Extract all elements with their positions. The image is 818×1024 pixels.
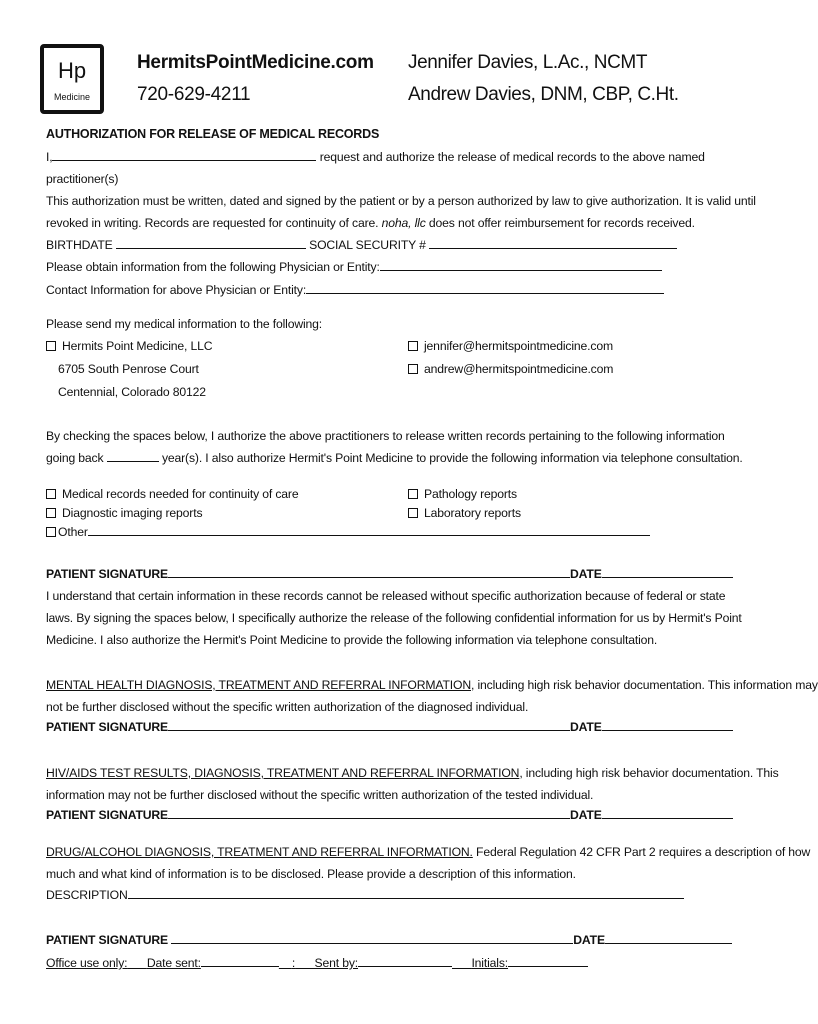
check-line-2a: going back <box>46 451 104 465</box>
description-field[interactable] <box>128 887 684 899</box>
date-label: DATE <box>570 720 602 734</box>
checkbox-imaging[interactable] <box>46 508 56 518</box>
send-label: Please send my medical information to the following: <box>46 317 323 331</box>
send-option-clinic <box>46 338 212 354</box>
obtain-line <box>46 259 662 275</box>
clinic-street: 6705 South Penrose Court <box>58 362 199 376</box>
date-sent-label: Date sent: <box>146 956 201 970</box>
hp-medicine-logo <box>40 44 104 114</box>
date-field-1[interactable] <box>602 566 733 578</box>
mental-heading: MENTAL HEALTH DIAGNOSIS, TREATMENT AND REFERRAL INFORMATION <box>46 678 471 692</box>
company-name: noha, llc <box>381 216 426 230</box>
auth-line-2b: does not offer reimbursement for records received. <box>428 216 695 230</box>
birthdate-ssn-line <box>46 237 677 253</box>
send-option-email1 <box>408 338 613 354</box>
check-line-2b: year(s). I also authorize Hermit's Point Medicine to provide the following information via telephone consultation. <box>161 451 743 465</box>
mental-health-line-2: not be further disclosed without the specific written authorization of the diagnosed individual. <box>46 700 529 714</box>
check-line-2 <box>46 450 743 466</box>
send-option-email2 <box>408 361 613 377</box>
logo-letters: Hp <box>57 58 87 83</box>
obtain-label: Please obtain information from the following Physician or Entity: <box>46 260 380 274</box>
hiv-rest: , including high risk behavior documentation. This <box>519 766 779 780</box>
check-line-1: By checking the spaces below, I authorize the above practitioners to release written records pertaining to the following information <box>46 429 725 443</box>
signature-field-1[interactable] <box>168 566 570 578</box>
checkbox-other[interactable] <box>46 527 56 537</box>
description-label: DESCRIPTION <box>46 888 128 902</box>
mental-health-line-1 <box>46 677 818 693</box>
other-field[interactable] <box>88 524 650 536</box>
contact-line <box>46 282 664 298</box>
clinic-name: Hermits Point Medicine, LLC <box>62 339 213 353</box>
email-1: jennifer@hermitspointmedicine.com <box>424 339 613 353</box>
drug-heading: DRUG/ALCOHOL DIAGNOSIS, TREATMENT AND REFERRAL INFORMATION. <box>46 845 473 859</box>
hiv-line-2: information may not be further disclosed without the specific written authorization of the tested individual. <box>46 788 594 802</box>
signature-row-1 <box>46 566 733 582</box>
years-field[interactable] <box>107 450 159 462</box>
form-title: AUTHORIZATION FOR RELEASE OF MEDICAL RECORDS <box>46 127 380 141</box>
checkbox-email1[interactable] <box>408 341 418 351</box>
practitioner-2: Andrew Davies, DNM, CBP, C.Ht. <box>408 84 679 105</box>
date-label: DATE <box>570 567 602 581</box>
checkbox-clinic[interactable] <box>46 341 56 351</box>
signature-field-3[interactable] <box>168 807 570 819</box>
drug-line-2: much and what kind of information is to be disclosed. Please provide a description of this information. <box>46 867 576 881</box>
signature-row-3 <box>46 807 733 823</box>
continuity-label: Medical records needed for continuity of care <box>62 487 299 501</box>
other-label: Other <box>58 525 88 539</box>
understand-line-1: I understand that certain information in these records cannot be released without specific authorization because of federal or state <box>46 589 726 603</box>
drug-rest: Federal Regulation 42 CFR Part 2 requires a description of how <box>476 845 811 859</box>
clinic-city: Centennial, Colorado 80122 <box>58 385 206 399</box>
intro-line-2: practitioner(s) <box>46 172 119 186</box>
checkbox-email2[interactable] <box>408 364 418 374</box>
date-field-4[interactable] <box>605 932 732 944</box>
patient-signature-label: PATIENT SIGNATURE <box>46 808 169 822</box>
name-field[interactable] <box>52 149 316 161</box>
signature-field-4[interactable] <box>171 932 573 944</box>
understand-line-3: Medicine. I also authorize the Hermit's Point Medicine to provide the following information via telephone consultation. <box>46 633 658 647</box>
birthdate-field[interactable] <box>116 237 306 249</box>
hiv-heading: HIV/AIDS TEST RESULTS, DIAGNOSIS, TREATMENT AND REFERRAL INFORMATION <box>46 766 520 780</box>
practitioner-1: Jennifer Davies, L.Ac., NCMT <box>408 52 648 73</box>
date-label: DATE <box>573 933 605 947</box>
intro-suffix: request and authorize the release of medical records to the above named <box>319 150 705 164</box>
imaging-label: Diagnostic imaging reports <box>62 506 203 520</box>
auth-line-2 <box>46 215 695 231</box>
office-use-label: Office use only: <box>46 956 128 970</box>
sent-by-label: Sent by: <box>314 956 359 970</box>
contact-field[interactable] <box>306 282 664 294</box>
email-2: andrew@hermitspointmedicine.com <box>424 362 614 376</box>
checkbox-continuity[interactable] <box>46 489 56 499</box>
initials-label: Initials: <box>471 956 509 970</box>
initials-field[interactable] <box>508 955 588 967</box>
ssn-label: SOCIAL SECURITY # <box>309 238 426 252</box>
record-continuity <box>46 486 298 502</box>
intro-line <box>46 149 705 165</box>
logo-subtitle: Medicine <box>53 92 91 102</box>
ssn-field[interactable] <box>429 237 677 249</box>
hiv-line-1 <box>46 765 779 781</box>
patient-signature-label: PATIENT SIGNATURE <box>46 720 169 734</box>
record-pathology <box>408 486 517 502</box>
date-field-2[interactable] <box>602 719 733 731</box>
date-field-3[interactable] <box>602 807 733 819</box>
checkbox-laboratory[interactable] <box>408 508 418 518</box>
office-use-row <box>46 955 588 971</box>
pathology-label: Pathology reports <box>424 487 517 501</box>
contact-label: Contact Information for above Physician or Entity: <box>46 283 307 297</box>
drug-line-1 <box>46 844 810 860</box>
record-laboratory <box>408 505 521 521</box>
understand-line-2: laws. By signing the spaces below, I specifically authorize the release of the following confidential information for us by Hermit's Point <box>46 611 742 625</box>
office-colon: : <box>291 956 296 970</box>
signature-row-2 <box>46 719 733 735</box>
patient-signature-label: PATIENT SIGNATURE <box>46 933 169 947</box>
date-sent-field[interactable] <box>201 955 279 967</box>
website-text: HermitsPointMedicine.com <box>137 52 374 73</box>
physician-field[interactable] <box>380 259 662 271</box>
description-line <box>46 887 684 903</box>
laboratory-label: Laboratory reports <box>424 506 521 520</box>
intro-prefix: I, <box>46 150 53 164</box>
signature-row-4 <box>46 932 732 948</box>
phone-text: 720-629-4211 <box>137 84 251 105</box>
record-imaging <box>46 505 202 521</box>
checkbox-pathology[interactable] <box>408 489 418 499</box>
birthdate-label: BIRTHDATE <box>46 238 113 252</box>
sent-by-field[interactable] <box>358 955 452 967</box>
patient-signature-label: PATIENT SIGNATURE <box>46 567 169 581</box>
auth-line-2a: revoked in writing. Records are requested for continuity of care. <box>46 216 379 230</box>
record-other <box>46 524 650 540</box>
signature-field-2[interactable] <box>168 719 570 731</box>
date-label: DATE <box>570 808 602 822</box>
auth-line-1: This authorization must be written, dated and signed by the patient or by a person authorized by law to give authorization. It is valid until <box>46 194 756 208</box>
mental-rest: , including high risk behavior documentation. This information may <box>470 678 818 692</box>
